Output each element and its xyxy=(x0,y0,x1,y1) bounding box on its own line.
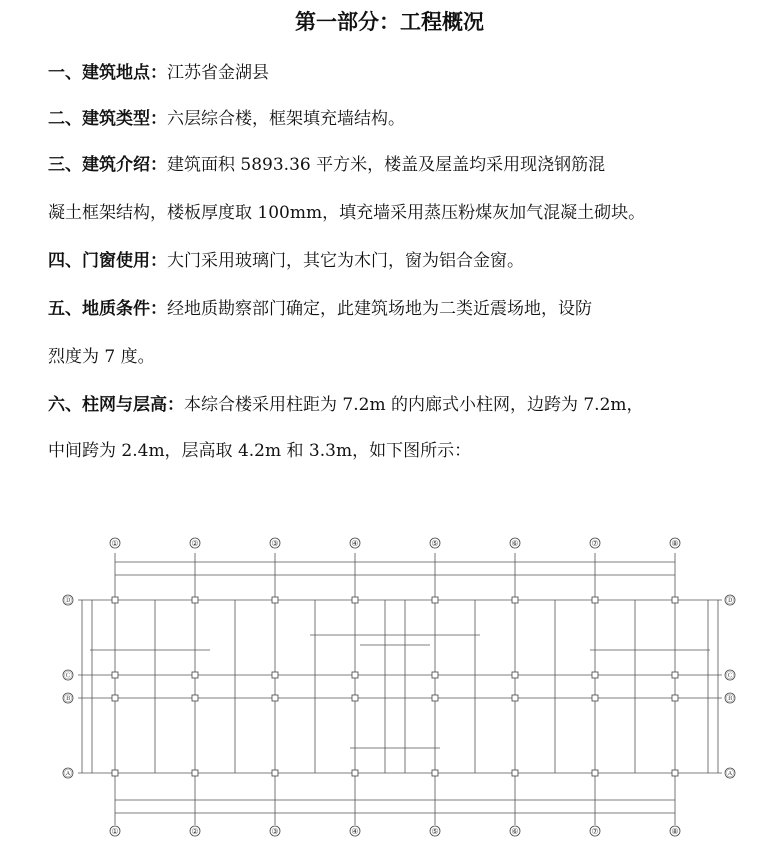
axis-label: ⑥ xyxy=(511,827,519,836)
section-heading: 六、柱网与层高： xyxy=(48,395,184,415)
column xyxy=(272,672,278,678)
column xyxy=(512,770,518,776)
section-building-type xyxy=(48,100,748,138)
column xyxy=(272,695,278,701)
section-text: 经地质勘察部门确定，此建筑场地为二类近震场地，设防 xyxy=(167,299,592,319)
column xyxy=(112,695,118,701)
axis-label: ⑤ xyxy=(431,827,439,836)
axis-label: ③ xyxy=(271,827,279,836)
axis-label: ① xyxy=(111,539,119,548)
section-geology xyxy=(48,290,748,328)
axis-label: ⑧ xyxy=(671,827,679,836)
column xyxy=(672,695,678,701)
column xyxy=(352,770,358,776)
section-text: 六层综合楼，框架填充墙结构。 xyxy=(167,109,405,129)
axis-label: Ⓓ xyxy=(64,596,72,605)
section-grid-height xyxy=(48,386,748,424)
column-grid-drawing xyxy=(60,535,740,840)
axis-label: ① xyxy=(111,827,119,836)
section-text: 江苏省金湖县 xyxy=(167,63,269,83)
column xyxy=(432,770,438,776)
axis-label: ⑥ xyxy=(511,539,519,548)
section-doors-windows xyxy=(48,242,748,280)
column xyxy=(592,672,598,678)
column xyxy=(192,770,198,776)
axis-label: ④ xyxy=(351,539,359,548)
section-grid-height-cont: 中间跨为 2.4m，层高取 4.2m 和 3.3m，如下图所示： xyxy=(48,441,472,461)
axis-label: Ⓒ xyxy=(64,671,72,680)
section-introduction xyxy=(48,146,748,184)
column xyxy=(112,672,118,678)
axis-label: ⑦ xyxy=(591,827,599,836)
axis-label: Ⓓ xyxy=(726,596,734,605)
axis-label: ④ xyxy=(351,827,359,836)
column xyxy=(432,597,438,603)
section-text: 大门采用玻璃门，其它为木门，窗为铝合金窗。 xyxy=(167,251,524,271)
column xyxy=(112,597,118,603)
column xyxy=(192,695,198,701)
column xyxy=(352,672,358,678)
column xyxy=(592,695,598,701)
axis-label: ③ xyxy=(271,539,279,548)
section-introduction-cont: 凝土框架结构，楼板厚度取 100mm，填充墙采用蒸压粉煤灰加气混凝土砌块。 xyxy=(48,203,646,223)
column xyxy=(672,770,678,776)
section-heading: 二、建筑类型： xyxy=(48,109,167,129)
column xyxy=(512,597,518,603)
column xyxy=(512,672,518,678)
axis-label: Ⓑ xyxy=(64,694,72,703)
column xyxy=(512,695,518,701)
section-heading: 四、门窗使用： xyxy=(48,251,167,271)
axis-label: Ⓐ xyxy=(726,769,734,778)
section-text: 本综合楼采用柱距为 7.2m 的内廊式小柱网，边跨为 7.2m， xyxy=(184,395,644,415)
section-heading: 三、建筑介绍： xyxy=(48,155,167,175)
axis-label: ② xyxy=(191,827,199,836)
section-text: 建筑面积 5893.36 平方米，楼盖及屋盖均采用现浇钢筋混 xyxy=(167,155,606,175)
column xyxy=(432,672,438,678)
axis-label: Ⓒ xyxy=(726,671,734,680)
axis-label: Ⓑ xyxy=(726,694,734,703)
axis-label: ⑦ xyxy=(591,539,599,548)
column xyxy=(592,597,598,603)
column xyxy=(112,770,118,776)
section-geology-cont: 烈度为 7 度。 xyxy=(48,347,155,367)
column xyxy=(272,597,278,603)
column xyxy=(192,597,198,603)
column xyxy=(352,695,358,701)
column xyxy=(672,672,678,678)
axis-label: ② xyxy=(191,539,199,548)
axis-label: ⑧ xyxy=(671,539,679,548)
section-heading: 五、地质条件： xyxy=(48,299,167,319)
page-title: 第一部分：工程概况 xyxy=(295,10,484,34)
column xyxy=(432,695,438,701)
column xyxy=(592,770,598,776)
column xyxy=(272,770,278,776)
section-location xyxy=(48,54,748,92)
axis-label: ⑤ xyxy=(431,539,439,548)
column xyxy=(672,597,678,603)
column xyxy=(352,597,358,603)
axis-label: Ⓐ xyxy=(64,769,72,778)
column xyxy=(192,672,198,678)
section-heading: 一、建筑地点： xyxy=(48,63,167,83)
